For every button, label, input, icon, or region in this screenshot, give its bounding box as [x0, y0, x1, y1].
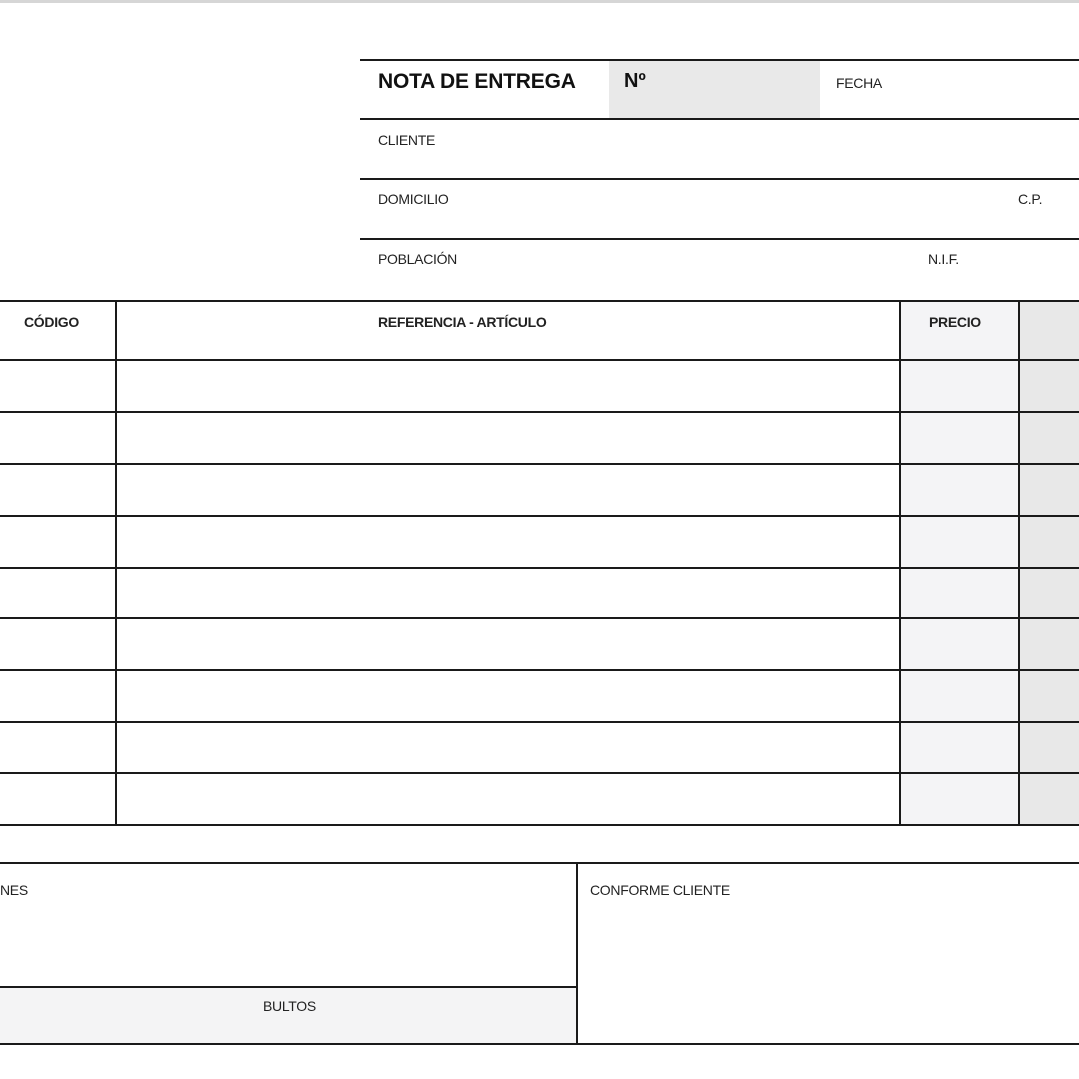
address-field[interactable] — [470, 180, 1010, 238]
column-header-reference: REFERENCIA - ARTÍCULO — [378, 314, 547, 330]
table-row[interactable] — [0, 361, 1079, 411]
table-row[interactable] — [0, 465, 1079, 515]
address-label: DOMICILIO — [378, 191, 449, 207]
footer-divider — [576, 862, 578, 1045]
date-label: FECHA — [836, 75, 882, 91]
page-top-edge — [0, 0, 1079, 3]
table-bottom-rule — [0, 824, 1079, 826]
footer-top-rule — [0, 862, 1079, 864]
table-row[interactable] — [0, 671, 1079, 721]
document-title: NOTA DE ENTREGA — [378, 70, 576, 93]
city-label: POBLACIÓN — [378, 251, 457, 267]
table-row[interactable] — [0, 413, 1079, 463]
table-row[interactable] — [0, 517, 1079, 567]
column-header-price: PRECIO — [929, 314, 981, 330]
observations-field[interactable] — [0, 905, 574, 985]
table-row[interactable] — [0, 569, 1079, 617]
client-label: CLIENTE — [378, 132, 436, 148]
column-header-code: CÓDIGO — [24, 314, 79, 330]
city-field[interactable] — [480, 240, 920, 298]
delivery-number-label: Nº — [624, 70, 646, 92]
customer-signature-field[interactable] — [580, 905, 1079, 1041]
date-field[interactable] — [900, 61, 1079, 118]
postal-code-label: C.P. — [1018, 191, 1043, 207]
packages-field[interactable] — [0, 988, 576, 1044]
tax-id-label: N.I.F. — [928, 251, 959, 267]
table-row[interactable] — [0, 723, 1079, 772]
observations-label: NES — [0, 882, 28, 898]
table-row[interactable] — [0, 774, 1079, 824]
table-row[interactable] — [0, 619, 1079, 669]
customer-approval-label: CONFORME CLIENTE — [590, 882, 730, 898]
client-field[interactable] — [450, 120, 1079, 178]
footer-bottom-rule — [0, 1043, 1079, 1045]
packages-rule — [0, 986, 577, 988]
packages-label: BULTOS — [263, 998, 316, 1014]
table-top-rule — [0, 300, 1079, 302]
